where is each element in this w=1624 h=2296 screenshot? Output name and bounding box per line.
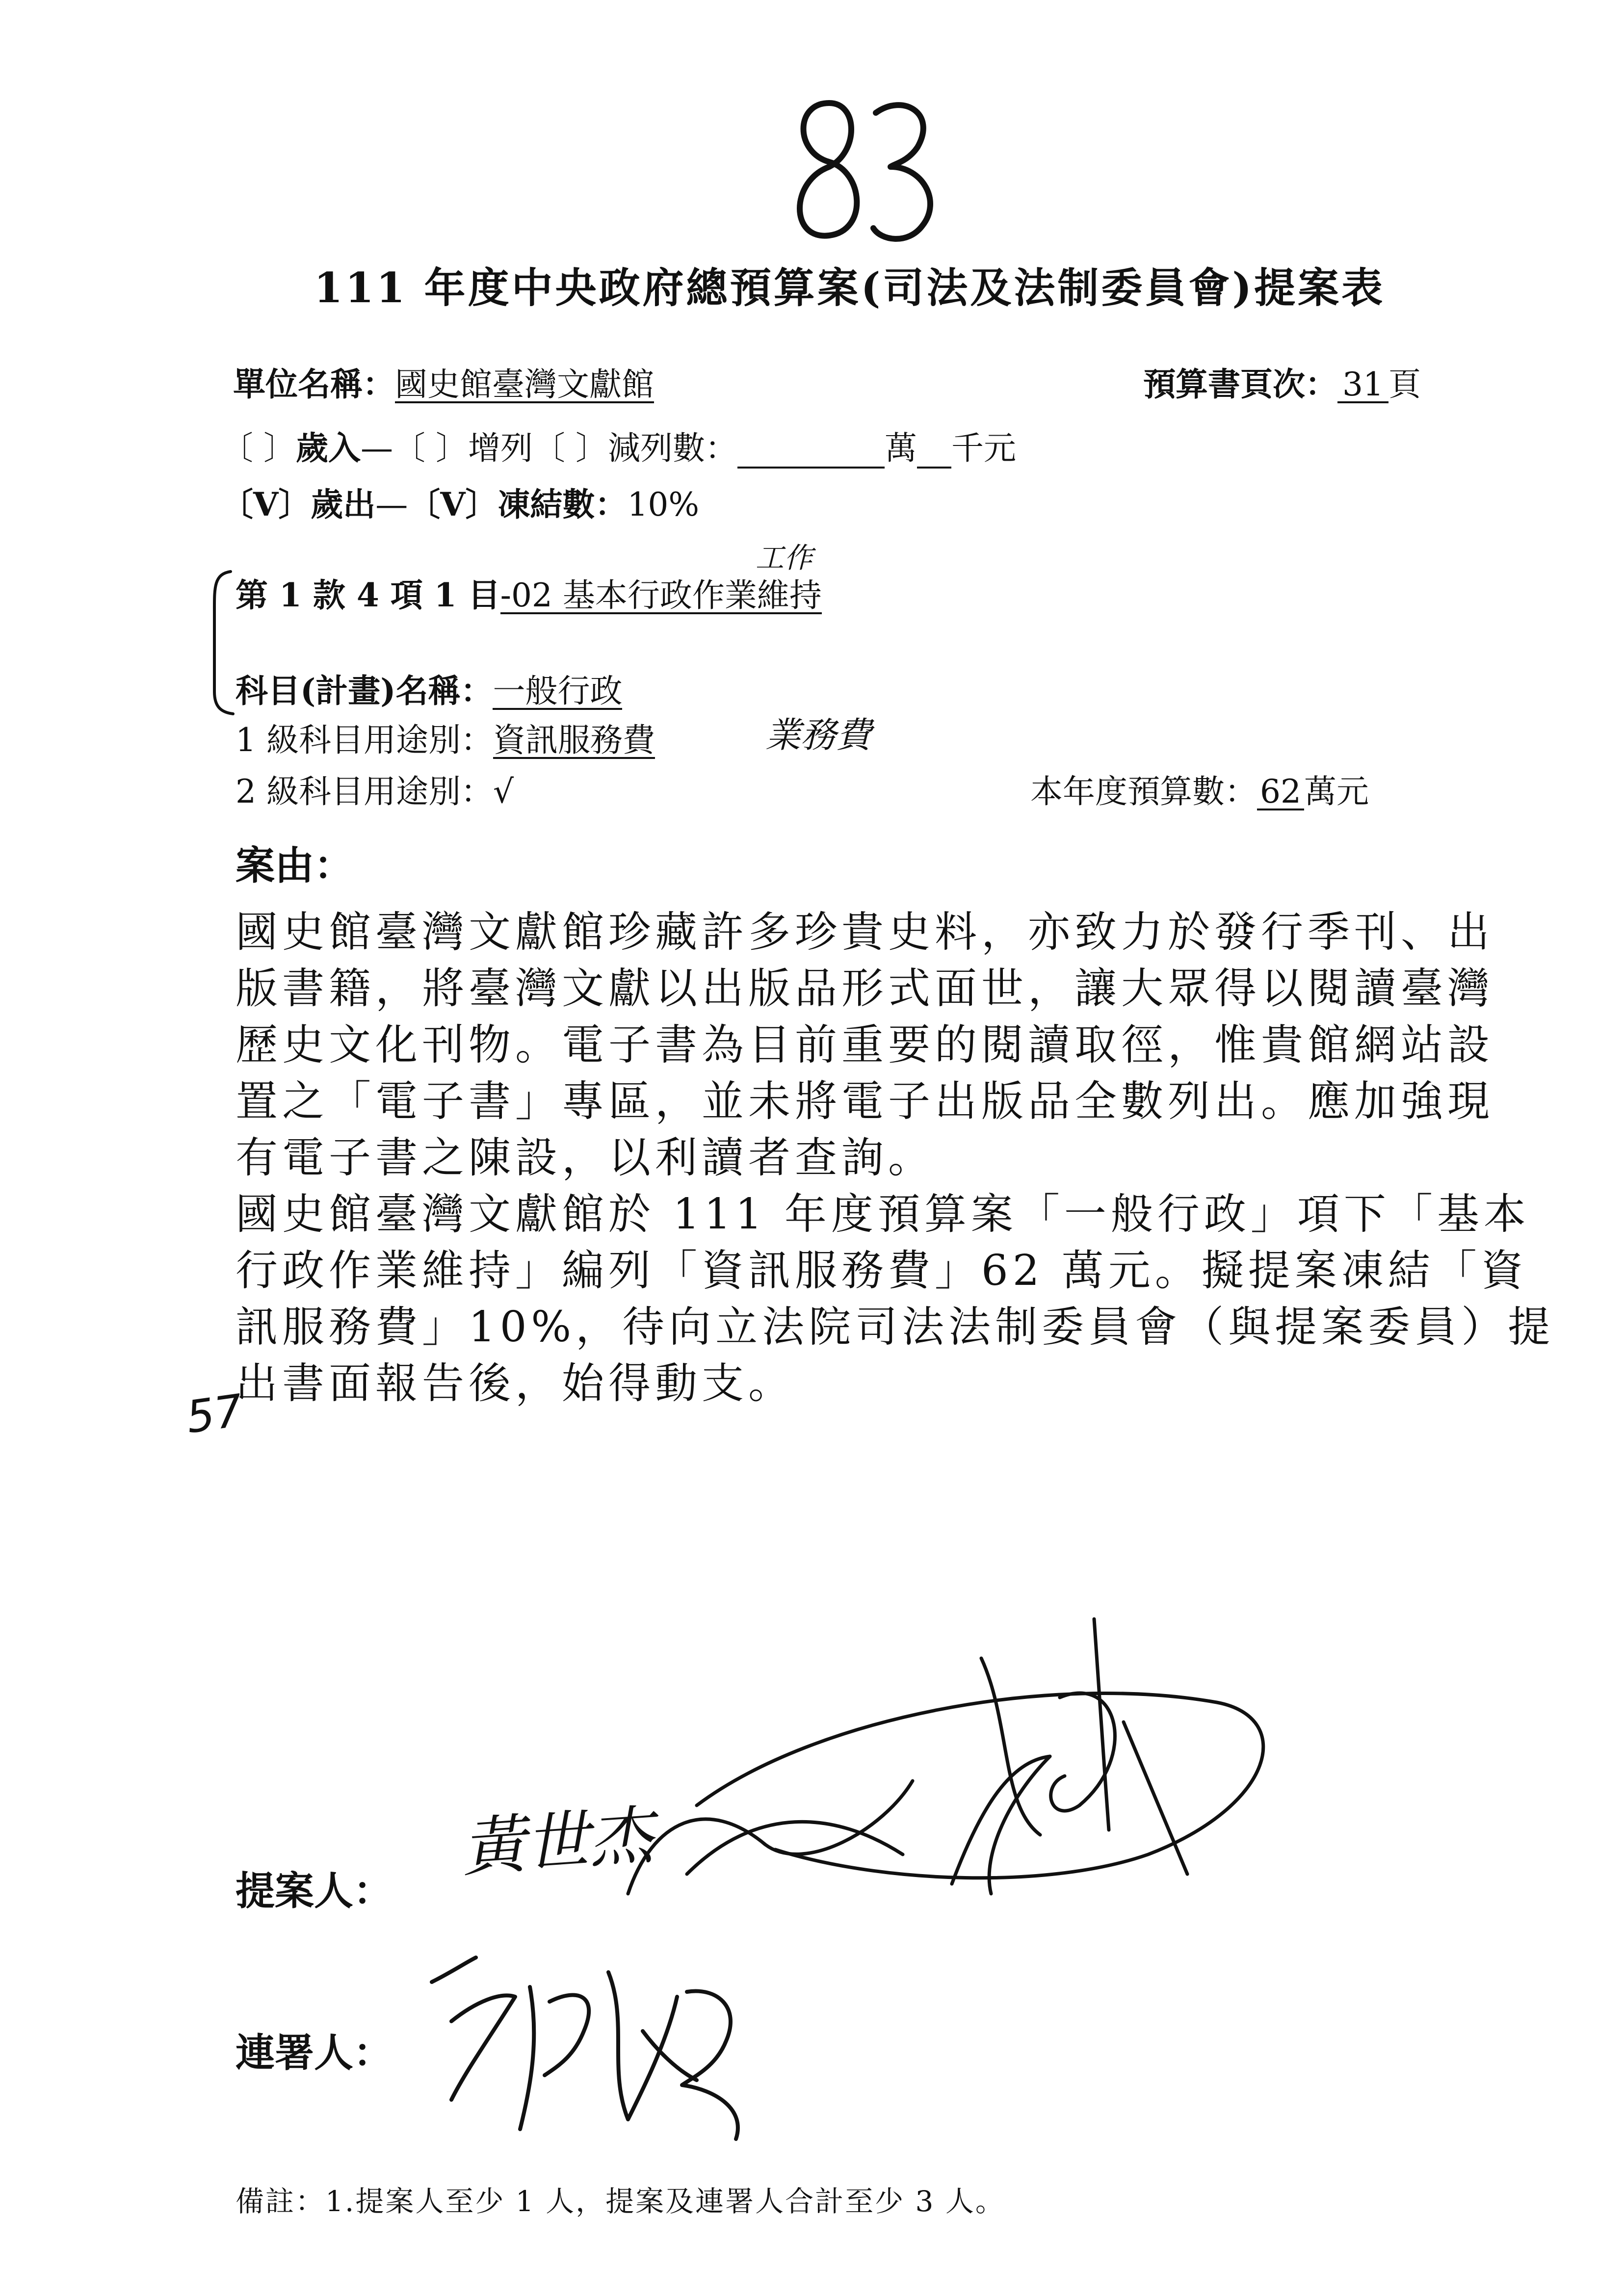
cosigner-label: 連署人： xyxy=(236,2030,393,2076)
handwritten-page-number xyxy=(775,83,952,260)
unit-row xyxy=(233,358,654,405)
subject-value: 一般行政 xyxy=(493,672,623,710)
reason-line: 版書籍，將臺灣文獻以出版品形式面世，讓大眾得以閱讀臺灣 xyxy=(236,964,1494,1013)
revenue-options: 〔 〕增列〔 〕減列數： xyxy=(393,429,737,467)
reason-line: 有電子書之陳設，以利讀者查詢。 xyxy=(236,1133,935,1182)
level1-row xyxy=(236,714,655,760)
revenue-row xyxy=(221,422,1016,469)
expenditure-label: 歲出 xyxy=(311,485,376,523)
subject-row xyxy=(236,665,622,711)
reason-line: 國史館臺灣文獻館於 111 年度預算案「一般行政」項下「基本 xyxy=(236,1190,1530,1239)
unit-label: 單位名稱： xyxy=(233,365,395,403)
item-bracket xyxy=(209,569,238,716)
level2-row xyxy=(236,765,514,812)
expenditure-row xyxy=(221,478,699,525)
unit-value: 國史館臺灣文獻館 xyxy=(395,365,654,403)
revenue-bracket: 〔 〕 xyxy=(221,429,296,467)
budget-page-value: 31 xyxy=(1337,367,1388,403)
item-code-name: -02 基本行政作業維持 xyxy=(500,576,822,614)
handwritten-margin-note: 57 xyxy=(183,1384,246,1444)
footnote: 備註：1.提案人至少 1 人，提案及連署人合計至少 3 人。 xyxy=(236,2185,1005,2218)
item-prefix: 第 1 款 4 項 1 目 xyxy=(236,576,500,614)
level1-label: 1 級科目用途別： xyxy=(236,721,493,759)
item-row xyxy=(236,569,822,616)
freeze-label: 凍結數： xyxy=(498,485,628,523)
expenditure-dash: — xyxy=(375,486,408,523)
revenue-label: 歲入 xyxy=(295,429,361,467)
freeze-value: 10% xyxy=(627,486,700,523)
level1-value: 資訊服務費 xyxy=(493,721,655,759)
level2-label: 2 級科目用途別： xyxy=(236,773,493,810)
reason-line: 國史館臺灣文獻館珍藏許多珍貴史料，亦致力於發行季刊、出 xyxy=(236,908,1494,957)
expenditure-check: 〔V〕 xyxy=(221,485,311,523)
cosigner-signature xyxy=(422,1943,765,2164)
proposer-signature-text: 黃世杰 xyxy=(459,1798,655,1886)
revenue-qian-blank xyxy=(917,437,951,469)
reason-line: 行政作業維持」編列「資訊服務費」62 萬元。擬提案凍結「資 xyxy=(236,1246,1528,1295)
reason-line: 置之「電子書」專區，並未將電子出版品全數列出。應加強現 xyxy=(236,1077,1494,1126)
reason-line: 歷史文化刊物。電子書為目前重要的閱讀取徑，惟貴館網站設 xyxy=(236,1020,1494,1070)
proposer-signature xyxy=(608,1599,1344,1943)
handwritten-insert: 工作 xyxy=(756,541,813,574)
page-title: 111 年度中央政府總預算案(司法及法制委員會)提案表 xyxy=(314,263,1386,312)
handwritten-level1-note: 業務費 xyxy=(765,714,872,756)
subject-label: 科目(計畫)名稱： xyxy=(236,672,493,710)
budget-page-suffix: 頁 xyxy=(1388,365,1421,403)
level2-mark: √ xyxy=(493,773,514,810)
budget-page-label: 預算書頁次： xyxy=(1143,365,1337,403)
freeze-check: 〔V〕 xyxy=(408,485,498,523)
budget-page-row xyxy=(1143,358,1421,405)
annual-budget-value: 62 xyxy=(1257,775,1304,810)
reason-line: 訊服務費」10%，待向立法院司法法制委員會（與提案委員）提 xyxy=(236,1303,1555,1352)
annual-budget-unit: 萬元 xyxy=(1304,773,1369,810)
revenue-dash: — xyxy=(360,429,393,467)
reason-heading: 案由： xyxy=(236,842,353,888)
proposer-label: 提案人： xyxy=(236,1868,393,1914)
revenue-qian: 千元 xyxy=(951,429,1016,467)
annual-budget-row xyxy=(1030,765,1369,812)
annual-budget-label: 本年度預算數： xyxy=(1030,773,1257,810)
reason-line: 出書面報告後，始得動支。 xyxy=(236,1359,795,1408)
revenue-wan: 萬 xyxy=(884,429,917,467)
revenue-amount-blank xyxy=(737,437,885,469)
